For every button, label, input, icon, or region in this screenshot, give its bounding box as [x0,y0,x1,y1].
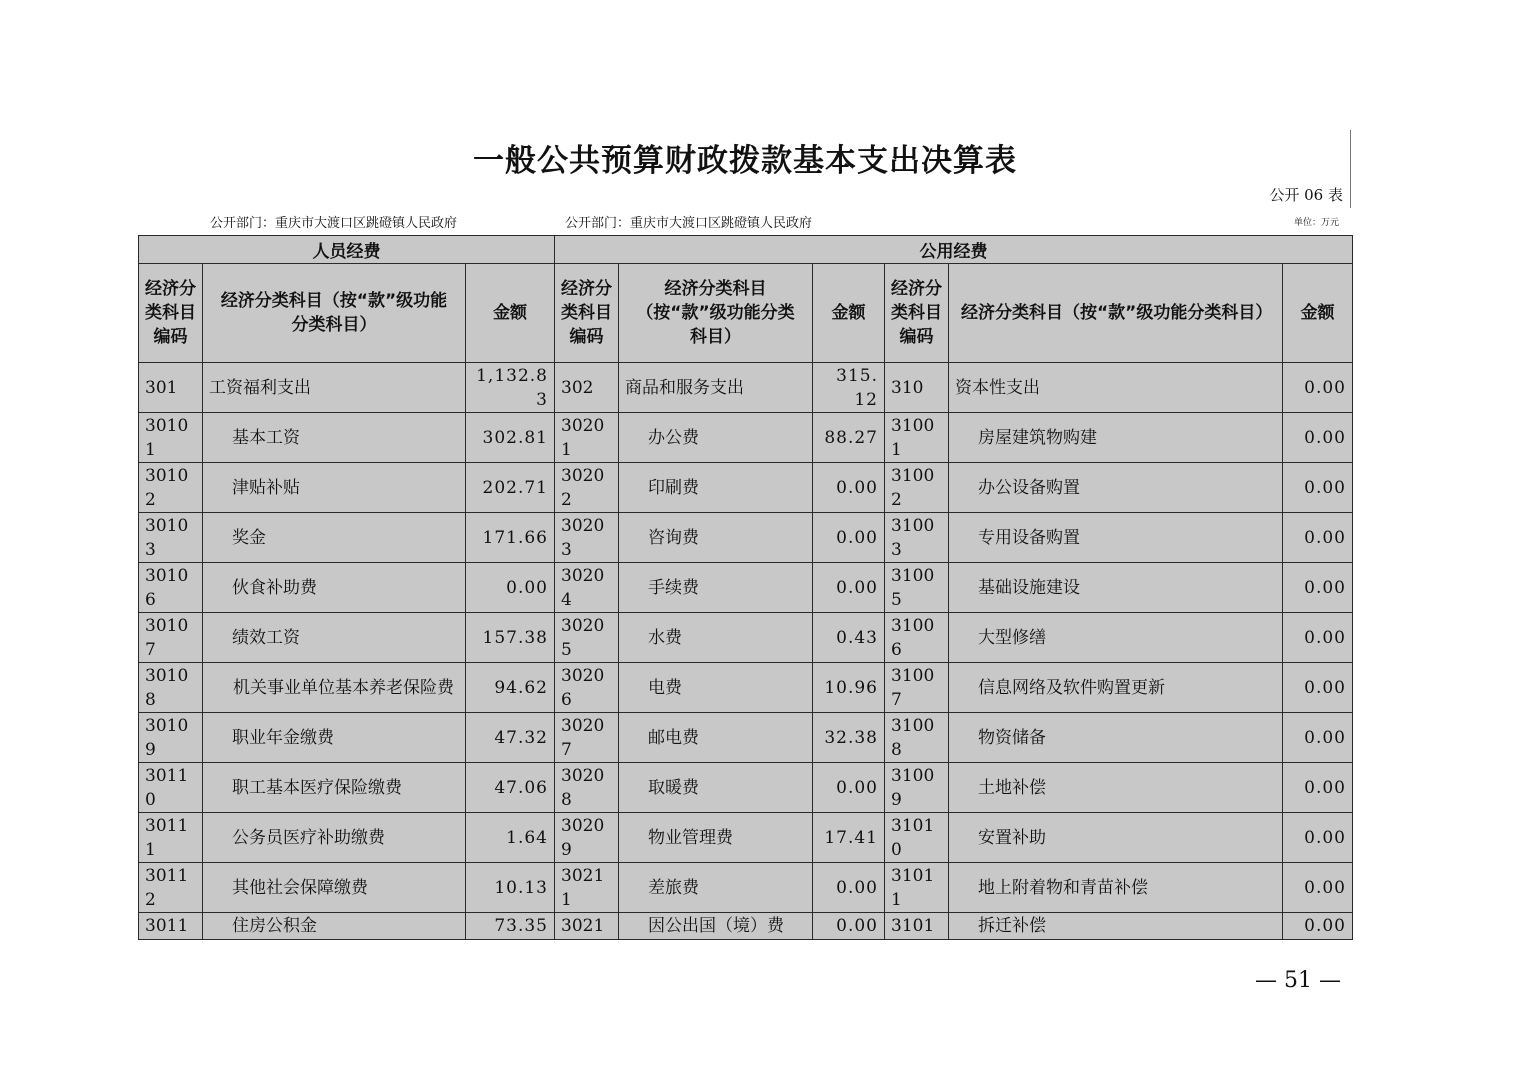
table-row [139,463,1353,513]
economic-code-cell: 30211 [555,863,619,913]
page-title: 一般公共预算财政拨款基本支出决算表 [473,143,1017,179]
economic-code-cell: 30202 [555,463,619,513]
table-row [139,363,1353,413]
subject-name-cell: 手续费 [619,563,813,613]
economic-code-cell: 301 [139,363,203,413]
table-row [139,913,1353,940]
economic-code-cell: 31001 [885,413,949,463]
subject-name-cell: 职工基本医疗保险缴费 [203,763,466,813]
economic-code-cell: 30108 [139,663,203,713]
economic-code-cell: 3021 [555,913,619,940]
subject-name-cell: 津贴补贴 [203,463,466,513]
amount-cell: 0.00 [813,913,885,940]
subject-name-cell: 工资福利支出 [203,363,466,413]
subject-name-cell: 土地补偿 [949,763,1283,813]
economic-code-cell: 30106 [139,563,203,613]
amount-cell: 47.32 [466,713,555,763]
table-row [139,713,1353,763]
table-row [139,663,1353,713]
subject-name-cell: 伙食补助费 [203,563,466,613]
economic-code-cell: 30201 [555,413,619,463]
economic-code-cell: 31008 [885,713,949,763]
economic-code-cell: 30208 [555,763,619,813]
subject-name-cell: 水费 [619,613,813,663]
subject-name-cell: 办公设备购置 [949,463,1283,513]
economic-code-cell: 31005 [885,563,949,613]
economic-code-cell: 30112 [139,863,203,913]
amount-cell: 94.62 [466,663,555,713]
economic-code-cell: 310 [885,363,949,413]
column-header-subject: 经济分类科目（按“款”级功能分类科目） [949,264,1283,363]
subject-name-cell: 取暖费 [619,763,813,813]
subject-name-cell: 咨询费 [619,513,813,563]
table-row [139,813,1353,863]
column-header-amount: 金额 [813,264,885,363]
economic-code-cell: 30207 [555,713,619,763]
subject-name-cell: 物资储备 [949,713,1283,763]
column-header-subject: 经济分类科目（按“款”级功能分类科目） [203,264,466,363]
amount-cell: 0.00 [1283,813,1353,863]
column-header-subject: 经济分类科目（按“款”级功能分类科目） [619,264,813,363]
economic-code-cell: 30110 [139,763,203,813]
amount-cell: 0.00 [813,563,885,613]
subject-name-cell: 房屋建筑物购建 [949,413,1283,463]
subject-name-cell: 因公出国（境）费 [619,913,813,940]
table-row [139,863,1353,913]
subject-name-cell: 安置补助 [949,813,1283,863]
subject-name-cell: 拆迁补偿 [949,913,1283,940]
amount-cell: 202.71 [466,463,555,513]
economic-code-cell: 30109 [139,713,203,763]
subject-name-cell: 大型修缮 [949,613,1283,663]
group-header-personnel: 人员经费 [139,236,555,264]
table-row [139,563,1353,613]
amount-cell: 17.41 [813,813,885,863]
subject-name-cell: 基础设施建设 [949,563,1283,613]
economic-code-cell: 30107 [139,613,203,663]
column-header-code: 经济分类科目编码 [885,264,949,363]
amount-cell: 88.27 [813,413,885,463]
margin-rule [1350,130,1351,208]
amount-cell: 171.66 [466,513,555,563]
economic-code-cell: 31003 [885,513,949,563]
column-header-code: 经济分类科目编码 [139,264,203,363]
amount-cell: 47.06 [466,763,555,813]
economic-code-cell: 31010 [885,813,949,863]
amount-cell: 73.35 [466,913,555,940]
amount-cell: 0.00 [813,863,885,913]
economic-code-cell: 30206 [555,663,619,713]
economic-code-cell: 30209 [555,813,619,863]
unit-label: 单位：万元 [1293,218,1339,228]
department-label-left: 公开部门：重庆市大渡口区跳磴镇人民政府 [210,216,458,231]
amount-cell [466,363,555,413]
economic-code-cell: 30111 [139,813,203,863]
group-header-public: 公用经费 [555,236,1353,264]
economic-code-cell: 31007 [885,663,949,713]
amount-cell: 0.00 [813,513,885,563]
amount-cell: 0.00 [813,763,885,813]
economic-code-cell: 3011 [139,913,203,940]
amount-value: 315.12 [836,365,878,410]
amount-cell: 0.43 [813,613,885,663]
amount-cell: 0.00 [1283,713,1353,763]
economic-code-cell: 302 [555,363,619,413]
economic-code-cell: 31011 [885,863,949,913]
department-label-right: 公开部门：重庆市大渡口区跳磴镇人民政府 [565,216,813,231]
economic-code-cell: 30203 [555,513,619,563]
amount-cell: 0.00 [813,463,885,513]
column-header-amount: 金额 [466,264,555,363]
amount-cell: 0.00 [1283,763,1353,813]
amount-cell: 10.96 [813,663,885,713]
subject-name-cell: 绩效工资 [203,613,466,663]
subject-name-cell: 资本性支出 [949,363,1283,413]
amount-cell: 0.00 [1283,513,1353,563]
economic-code-cell: 31002 [885,463,949,513]
amount-cell: 1.64 [466,813,555,863]
subject-name-cell: 其他社会保障缴费 [203,863,466,913]
table-row [139,763,1353,813]
economic-code-cell: 30102 [139,463,203,513]
amount-cell: 302.81 [466,413,555,463]
expenditure-table [138,235,1353,940]
column-header-code: 经济分类科目编码 [555,264,619,363]
amount-value: 1,132.83 [476,365,548,410]
amount-cell: 0.00 [466,563,555,613]
subject-name-cell: 办公费 [619,413,813,463]
subject-name-cell: 印刷费 [619,463,813,513]
table-row [139,513,1353,563]
subject-name-cell: 住房公积金 [203,913,466,940]
economic-code-cell: 3101 [885,913,949,940]
amount-cell: 0.00 [1283,413,1353,463]
economic-code-cell: 30205 [555,613,619,663]
subject-name-cell: 物业管理费 [619,813,813,863]
subject-name-cell: 邮电费 [619,713,813,763]
economic-code-cell: 30204 [555,563,619,613]
amount-cell: 0.00 [1283,863,1353,913]
column-header-amount: 金额 [1283,264,1353,363]
subject-name-cell: 机关事业单位基本养老保险费 [203,663,466,713]
economic-code-cell: 31009 [885,763,949,813]
amount-cell: 0.00 [1283,613,1353,663]
amount-cell: 0.00 [1283,363,1353,413]
subject-name-cell: 地上附着物和青苗补偿 [949,863,1283,913]
economic-code-cell: 31006 [885,613,949,663]
subject-name-cell: 专用设备购置 [949,513,1283,563]
subject-name-cell: 职业年金缴费 [203,713,466,763]
page-number: — 51 — [1255,968,1341,993]
amount-cell [813,363,885,413]
subject-name-cell: 信息网络及软件购置更新 [949,663,1283,713]
table-code: 公开 06 表 [1269,186,1343,204]
subject-name-cell: 差旅费 [619,863,813,913]
table-row [139,613,1353,663]
amount-cell: 157.38 [466,613,555,663]
subject-name-cell: 电费 [619,663,813,713]
subject-name-cell: 商品和服务支出 [619,363,813,413]
amount-cell: 0.00 [1283,663,1353,713]
economic-code-cell: 30101 [139,413,203,463]
amount-cell: 0.00 [1283,463,1353,513]
amount-cell: 32.38 [813,713,885,763]
amount-cell: 0.00 [1283,563,1353,613]
economic-code-cell: 30103 [139,513,203,563]
subject-name-cell: 奖金 [203,513,466,563]
table-row [139,413,1353,463]
subject-name-cell: 基本工资 [203,413,466,463]
subject-name-cell: 公务员医疗补助缴费 [203,813,466,863]
amount-cell: 10.13 [466,863,555,913]
amount-cell: 0.00 [1283,913,1353,940]
